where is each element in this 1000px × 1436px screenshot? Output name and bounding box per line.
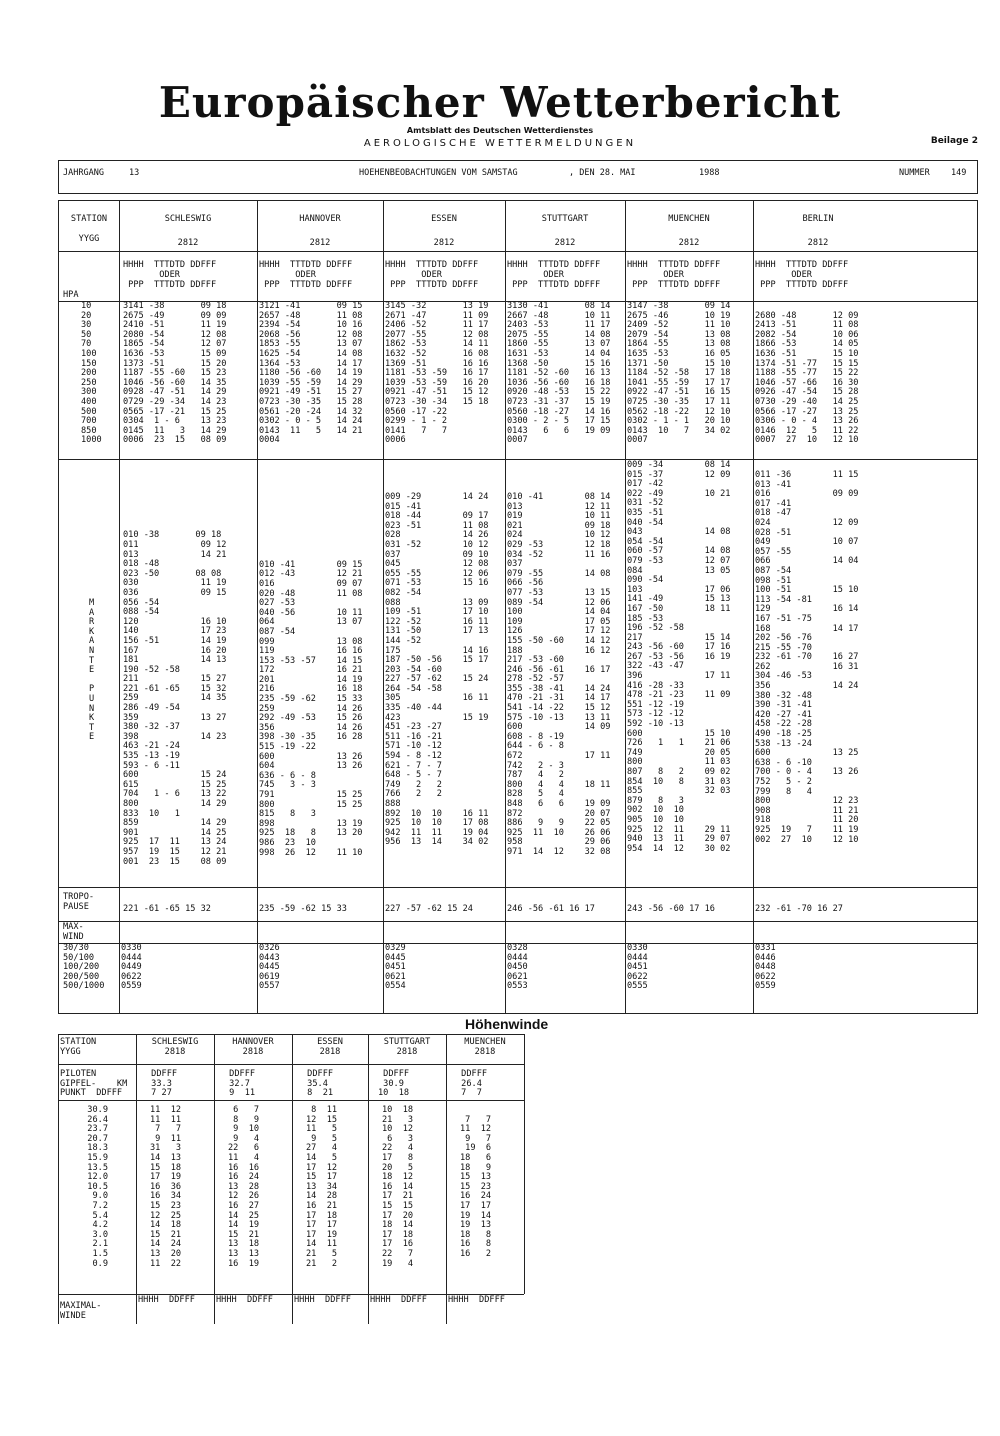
significant-levels: 011 -36 11 15 013 -41 016 09 09 017 -41 018 -47 024 12 09 028 -51 049 10 07 057 -55 066 14 04 087 -54 098 -51 100 -51 15 10 113 -54 -81 129 16 14 167 -51 -75 168 14 17 202 -56 -76 215 -55 -70 232 -61 -70 16 27 262 16 31 304 -46 -53 356 14 24 380 -32 -48 390 -31 -41 420 -27 -41 458 -22 -28 490 -18 -25 538 -13 -24 600 13 25 638 - 6 -10 700 - 0 - 4 13 26 752 5 - 2 799 8 4 800 12 23 908 11 21 918 11 20 925 19 7 11 19 002 27 10 12 10	[755, 470, 859, 845]
hw-winds: 8 11 12 15 11 5 9 5 27 4 14 5 17 12 15 17 13 34 14 28 16 21 17 18 17 17 17 19 14 11 21 5 21 2	[306, 1105, 338, 1269]
hw-station-yygg: 2818	[242, 1047, 264, 1057]
significant-levels: 010 -38 09 18 011 09 12 013 14 21 018 -48 023 -50 08 08 030 11 19 036 09 15 056 -54 088 -54 120 16 10 140 17 23 156 -51 14 19 167 16 20 181 14 13 190 -52 -58 211 15 27 221 -61 -65 15 32 259 14 35 286 -49 -54 359 13 27 380 -32 -37 398 14 23 463 -21 -24 535 -13 -19 593 - 6 -11 600 15 24 615 15 25 704 1 - 6 13 22 800 14 29 833 10 1 859 14 29 901 14 25 925 17 11 13 24 957 19 15 12 21 001 23 15 08 09	[123, 530, 227, 867]
hw-station-label: STATION YYGG	[60, 1037, 97, 1057]
col-head-a: HHHH TTTDTD DDFFF	[507, 260, 601, 270]
station-name: STUTTGART	[541, 214, 589, 224]
col-head-c: PPP TTTDTD DDFFF	[755, 280, 849, 290]
col-head-b: ODER	[259, 270, 316, 280]
col-head-b: ODER	[755, 270, 812, 280]
col-head-a: HHHH TTTDTD DDFFF	[627, 260, 721, 270]
hw-station-yygg: 2818	[396, 1047, 418, 1057]
tropopause-label: TROPO- PAUSE	[63, 892, 95, 912]
significant-levels: 010 -41 09 15 012 -43 12 21 016 09 07 020 -48 11 08 027 -53 040 -56 10 11 064 13 07 087 -54 099 13 08 119 16 16 153 -53 -57 14 15 172 16 21 201 14 19 216 16 18 235 -59 -62 15 33 259 14 26 292 -49 -53 15 26 356 14 26 398 -30 -35 16 28 515 -19 -22 600 13 26 604 13 26 636 - 6 - 8 745 3 - 3 791 15 25 800 15 25 815 8 3 898 13 19 925 18 8 13 20 986 23 10 998 26 12 11 10	[259, 559, 363, 858]
hw-maximal-head: HHHH DDFFF	[370, 1295, 427, 1305]
hw-maximal-head: HHHH DDFFF	[448, 1295, 505, 1305]
nummer-label: NUMMER	[899, 168, 930, 178]
standard-levels: 3141 -38 09 18 2675 -49 09 09 2410 -51 11 19 2080 -54 12 08 1865 -54 12 07 1636 -53 15 09 1373 -51 15 20 1187 -55 -60 15 23 1046 -56 -60 14 35 0928 -47 -51 14 29 0729 -29 -34 14 23 0565 -17 -21 15 25 0304 1 - 6 13 23 0145 11 3 14 29 0006 23 15 08 09	[123, 301, 227, 446]
hw-gipfel: DDFFF 32.7 9 11	[229, 1069, 256, 1099]
station-name: ESSEN	[431, 214, 457, 224]
station-yygg: 2812	[309, 238, 331, 248]
maxwind-values: 0330 0444 0449 0622 0559	[121, 943, 142, 992]
hw-gipfel: DDFFF 26.4 7 7	[461, 1069, 488, 1099]
page-title: Europäischer Wetterbericht	[158, 78, 842, 127]
standard-levels: 3130 -41 08 14 2667 -48 10 11 2403 -53 11 17 2075 -55 14 08 1860 -55 13 07 1631 -53 14 04 1368 -50 15 16 1181 -52 -60 16 13 1036 -56 -60 16 18 0920 -48 -53 15 22 0723 -31 -37 15 19 0560 -18 -27 14 16 0300 - 2 - 5 17 15 0143 6 6 19 09 0007	[507, 301, 611, 446]
date-text: , DEN 28. MAI	[569, 168, 636, 178]
col-head-c: PPP TTTDTD DDFFF	[123, 280, 217, 290]
maxwind-values: 0329 0445 0451 0621 0554	[385, 943, 406, 992]
station-yygg: 2812	[678, 238, 700, 248]
col-head-a: HHHH TTTDTD DDFFF	[123, 260, 217, 270]
col-head-a: HHHH TTTDTD DDFFF	[259, 260, 353, 270]
maxwind-label: MAX- WIND	[63, 922, 84, 942]
standard-levels: 3147 -38 09 14 2675 -46 10 19 2409 -52 11 10 2079 -54 13 08 1864 -55 13 08 1635 -53 16 05 1371 -50 15 10 1184 -52 -58 17 18 1041 -55 -59 17 17 0922 -47 -51 16 15 0725 -30 -35 17 11 0562 -18 -22 12 10 0302 - 1 - 1 20 10 0143 10 7 34 02 0007	[627, 301, 731, 446]
tropopause-value: 232 -61 -70 16 27	[755, 904, 843, 914]
maxwind-values: 0326 0443 0445 0619 0557	[259, 943, 280, 992]
hw-station-name: HANNOVER	[232, 1037, 274, 1047]
station-yygg: 2812	[807, 238, 829, 248]
standard-levels: 3121 -41 09 15 2657 -48 11 08 2394 -54 10 16 2068 -56 12 08 1853 -55 13 07 1625 -54 14 08 1364 -53 14 17 1180 -56 -60 14 19 1039 -55 -59 14 29 0921 -49 -51 15 27 0723 -30 -35 15 28 0561 -20 -24 14 32 0302 - 0 - 5 14 24 0143 11 5 14 21 0004	[259, 301, 363, 446]
significant-levels: 009 -29 14 24 015 -41 018 -44 09 17 023 -51 11 08 028 14 26 031 -52 10 12 037 09 10 045 12 08 055 -55 12 06 071 -53 15 16 082 -54 088 13 09 109 -51 17 10 122 -52 16 11 131 -50 17 13 144 -52 175 14 16 187 -50 -56 15 17 203 -54 -60 227 -57 -62 15 24 264 -54 -58 305 16 11 335 -40 -44 423 15 19 451 -23 -27 511 -16 -21 571 -10 -12 594 - 8 -12 621 - 7 - 7 648 - 5 - 7 749 2 2 766 2 2 888 892 10 10 16 11 925 10 10 17 08 942 11 11 19 04 956 13 14 34 02	[385, 492, 489, 848]
station-name: HANNOVER	[299, 214, 341, 224]
col-head-a: HHHH TTTDTD DDFFF	[385, 260, 479, 270]
hw-winds: 7 7 11 12 9 7 19 6 18 6 18 9 15 13 15 23 16 24 17 17 19 14 19 13 18 8 16 8 16 2	[460, 1114, 492, 1259]
station-label: STATION	[70, 214, 108, 224]
significant-levels: 010 -41 08 14 013 12 11 019 10 11 021 09 18 024 10 12 029 -53 12 18 034 -52 11 16 037 079 -55 14 08 066 -56 077 -53 13 15 089 -54 12 06 100 14 04 109 17 05 126 17 12 155 -50 -60 14 12 188 16 12 217 -53 -60 246 -56 -61 16 17 278 -52 -57 355 -38 -41 14 24 470 -21 -31 14 17 541 -14 -22 15 12 575 -10 -13 13 11 600 14 09 608 - 8 -19 644 - 6 - 8 672 17 11 742 2 - 3 787 4 2 800 4 4 18 11 828 5 4 848 6 6 19 09 872 20 07 886 9 9 22 05 925 11 10 26 06 958 29 06 971 14 12 32 08	[507, 492, 611, 857]
col-head-b: ODER	[627, 270, 684, 280]
standard-levels: 2680 -48 12 09 2413 -51 11 08 2082 -54 10 06 1866 -53 14 05 1636 -51 15 10 1374 -51 -77 15 15 1188 -55 -77 15 22 1046 -57 -66 16 30 0926 -47 -54 15 28 0730 -29 -40 14 25 0566 -17 -27 13 25 0306 - 0 - 4 13 26 0146 12 5 11 22 0007 27 10 12 10	[755, 310, 859, 446]
tropopause-value: 221 -61 -65 15 32	[123, 904, 211, 914]
hw-station-name: SCHLESWIG	[151, 1037, 199, 1047]
maxwind-values: 0330 0444 0451 0622 0555	[627, 943, 648, 992]
hw-winds: 11 12 11 11 7 7 9 11 31 3 14 13 15 18 17 19 16 36 16 34 15 23 12 25 14 18 15 21 14 24 13 20 11 22	[150, 1105, 182, 1269]
hw-pilot-label: PILOTEN GIPFEL- KM PUNKT DDFFF	[60, 1069, 128, 1099]
hw-station-name: ESSEN	[317, 1037, 343, 1047]
col-head-c: PPP TTTDTD DDFFF	[507, 280, 601, 290]
hw-station-name: STUTTGART	[383, 1037, 431, 1047]
hw-km-levels: 30.9 26.4 23.7 20.7 18.3 15.9 13.5 12.0 10.5 9.0 7.2 5.4 4.2 3.0 2.1 1.5 0.9	[87, 1105, 108, 1269]
aerological-table	[58, 200, 978, 1014]
observation-title: HOEHENBEOBACHTUNGEN VOM SAMSTAG	[359, 168, 518, 178]
hw-station-yygg: 2818	[319, 1047, 341, 1057]
tropopause-value: 243 -56 -60 17 16	[627, 904, 715, 914]
hw-maximal-head: HHHH DDFFF	[138, 1295, 195, 1305]
hw-gipfel: DDFFF 30.9 10 18	[378, 1069, 410, 1099]
hw-winds: 10 18 21 3 10 12 6 3 22 4 17 8 20 5 18 12 16 14 17 21 15 15 17 20 18 14 17 18 17 16 22 7 19 4	[382, 1105, 414, 1269]
hw-gipfel: DDFFF 35.4 8 21	[307, 1069, 334, 1099]
tropopause-value: 246 -56 -61 16 17	[507, 904, 595, 914]
station-name: SCHLESWIG	[164, 214, 212, 224]
yygg-label: YYGG	[78, 234, 100, 244]
tropopause-value: 227 -57 -62 15 24	[385, 904, 473, 914]
col-head-c: PPP TTTDTD DDFFF	[627, 280, 721, 290]
year-text: 1988	[699, 168, 720, 178]
maxwind-levels: 30/30 50/100 100/200 200/500 500/1000	[63, 943, 105, 992]
hw-gipfel: DDFFF 33.3 7 27	[151, 1069, 178, 1099]
col-head-b: ODER	[385, 270, 442, 280]
col-head-b: ODER	[123, 270, 180, 280]
jahrgang-value: 13	[129, 168, 140, 178]
station-yygg: 2812	[177, 238, 199, 248]
section-title: AEROLOGISCHE WETTERMELDUNGEN	[363, 138, 637, 149]
hw-station-yygg: 2818	[474, 1047, 496, 1057]
station-name: BERLIN	[802, 214, 834, 224]
significant-points-label: M A R K A N T E P U N K T E	[89, 598, 95, 743]
hw-winds: 6 7 8 9 9 10 9 4 22 6 11 4 16 16 16 24 13 28 12 26 16 27 14 25 14 19 15 21 13 18 13 13 16 19	[228, 1105, 260, 1269]
subtitle: Amtsblatt des Deutschen Wetterdienstes	[406, 126, 594, 135]
jahrgang-label: JAHRGANG	[63, 168, 104, 178]
hw-station-yygg: 2818	[164, 1047, 186, 1057]
station-name: MUENCHEN	[668, 214, 710, 224]
col-head-a: HHHH TTTDTD DDFFF	[755, 260, 849, 270]
hpa-label: HPA	[63, 290, 79, 300]
maxwind-values: 0331 0446 0448 0622 0559	[755, 943, 776, 992]
col-head-b: ODER	[507, 270, 564, 280]
col-head-c: PPP TTTDTD DDFFF	[259, 280, 353, 290]
significant-levels: 009 -34 08 14 015 -37 12 09 017 -42 022 -49 10 21 031 -52 035 -51 040 -54 043 14 08 054 -54 060 -57 14 08 079 -53 12 07 084 13 05 090 -54 103 17 06 141 -49 15 13 167 -50 18 11 185 -53 196 -52 -58 217 15 14 243 -56 -60 17 16 267 -53 -56 16 19 322 -43 -47 396 17 11 416 -28 -33 478 -21 -23 11 09 551 -12 -19 573 -12 -12 592 -10 -13 600 15 10 726 1 1 21 06 749 20 05 800 11 03 807 8 2 09 02 854 10 8 31 03 855 32 03 879 8 3 902 10 10 905 10 10 925 12 11 29 11 940 13 11 29 07 954 14 12 30 02	[627, 460, 731, 854]
hw-maximal-label: MAXIMAL- WINDE	[60, 1301, 102, 1321]
nummer-value: 149	[951, 168, 967, 178]
standard-levels: 3145 -32 13 19 2671 -47 11 09 2406 -52 11 17 2077 -55 12 08 1862 -53 14 11 1632 -52 16 08 1369 -51 16 16 1181 -53 -59 16 17 1039 -53 -59 16 20 0921 -47 -51 15 12 0723 -30 -34 15 18 0560 -17 -22 0299 - 1 - 2 0141 7 7 0006	[385, 301, 489, 446]
hpa-levels: 10 20 30 50 70 100 150 200 250 300 400 500 700 850 1000	[81, 301, 102, 446]
hw-station-name: MUENCHEN	[464, 1037, 506, 1047]
hoehenwinde-table	[58, 1034, 524, 1324]
issue-header-row	[58, 160, 978, 194]
hw-maximal-head: HHHH DDFFF	[294, 1295, 351, 1305]
hw-maximal-head: HHHH DDFFF	[216, 1295, 273, 1305]
station-yygg: 2812	[554, 238, 576, 248]
beilage-label: Beilage 2	[930, 136, 978, 146]
station-yygg: 2812	[433, 238, 455, 248]
hoehenwinde-title: Höhenwinde	[465, 1016, 549, 1032]
tropopause-value: 235 -59 -62 15 33	[259, 904, 347, 914]
maxwind-values: 0328 0444 0450 0621 0553	[507, 943, 528, 992]
col-head-c: PPP TTTDTD DDFFF	[385, 280, 479, 290]
